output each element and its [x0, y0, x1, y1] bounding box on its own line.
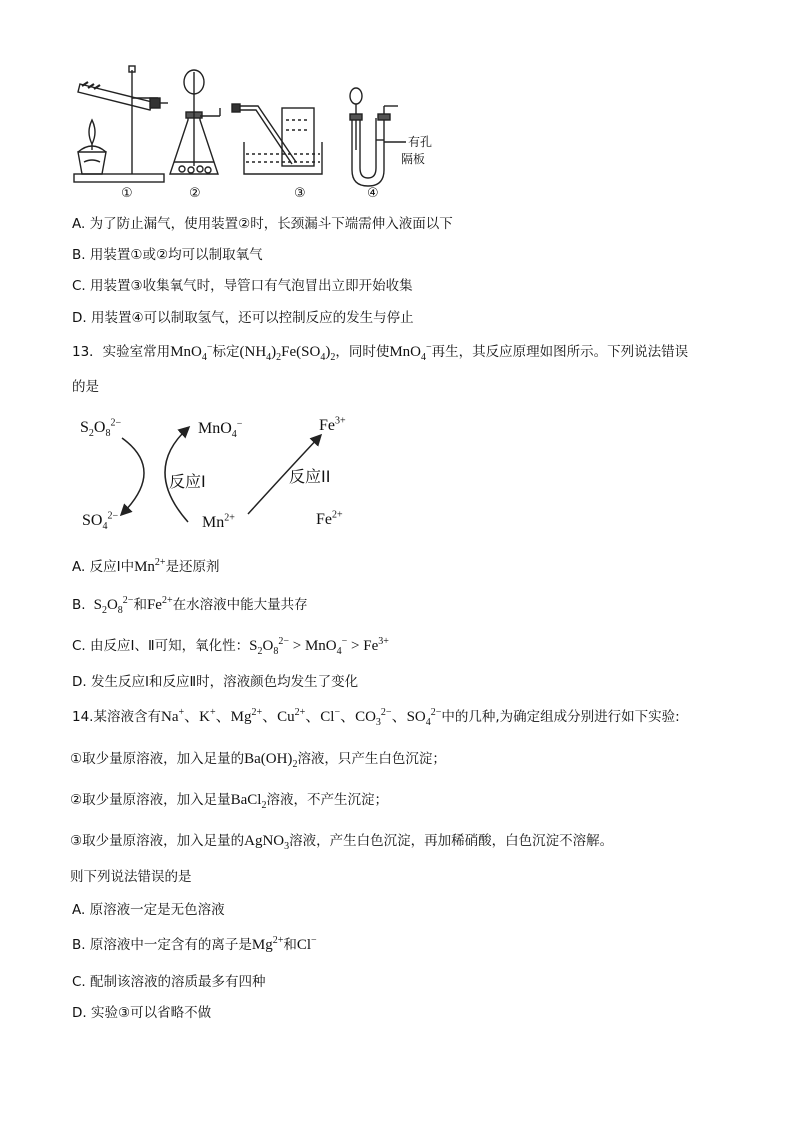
- q13-option-c: C. 由反应Ⅰ、Ⅱ可知，氧化性：$S_2O_8^{2-} > MnO_4^- > Fe^{3+}$: [72, 636, 389, 657]
- q12-option-c: C. 用装置③收集氧气时，导管口有气泡冒出立即开始收集: [72, 278, 413, 294]
- apparatus-label-1: ①: [121, 186, 133, 201]
- apparatus-label-3: ③: [294, 186, 306, 201]
- q14-option-a: A. 原溶液一定是无色溶液: [72, 902, 225, 918]
- porous-plate-note-line2: 隔板: [401, 152, 426, 166]
- reaction-1-label: 反应I: [169, 472, 206, 491]
- q12-option-d: D. 用装置④可以制取氢气，还可以控制反应的发生与停止: [72, 310, 414, 326]
- q14-option-c: C. 配制该溶液的溶质最多有四种: [72, 974, 266, 990]
- q13-option-a: A. 反应Ⅰ中$Mn^{2+}$是还原剂: [72, 557, 220, 575]
- q14-option-d: D. 实验③可以省略不做: [72, 1005, 212, 1021]
- q12-option-a: A. 为了防止漏气，使用装置②时，长颈漏斗下端需伸入液面以下: [72, 216, 453, 232]
- porous-plate-note-line1: 有孔: [408, 135, 433, 149]
- species-fe3: $Fe^{3+}$: [319, 415, 346, 434]
- species-sulfate: $SO_4^{2-}$: [82, 510, 119, 533]
- q13-stem-line2: 的是: [72, 379, 99, 395]
- formula-permanganate: MnO$_4$−: [389, 342, 432, 363]
- q14-experiment-3: ③取少量原溶液，加入足量的AgNO$_3$溶液，产生白色沉淀，再加稀硝酸，白色沉淀不溶解。: [70, 833, 614, 852]
- q14-question: 则下列说法错误的是: [70, 869, 192, 885]
- species-persulfate: $S_2O_8^{2-}$: [80, 417, 122, 440]
- q13-option-b: B. $S_2O_8^{2-}$和$Fe^{2+}$在水溶液中能大量共存: [72, 595, 308, 616]
- apparatus-label-4: ④: [367, 186, 379, 201]
- q12-option-b: B. 用装置①或②均可以制取氧气: [72, 247, 263, 263]
- q13-stem: 13．实验室常用MnO$_4$−标定$(NH_4)_2Fe(SO_4)_2$，同时使MnO$_4$−再生，其反应原理如图所示。下列说法错误: [72, 342, 689, 363]
- formula-ammonium-ferrous-sulfate: $(NH_4)_2Fe(SO_4)_2$: [239, 344, 336, 363]
- reaction-2-label: 反应II: [289, 467, 331, 486]
- formula-permanganate: MnO$_4$−: [170, 342, 213, 363]
- apparatus-label-2: ②: [189, 186, 201, 201]
- q14-experiment-1: ①取少量原溶液，加入足量的$Ba(OH)_2$溶液，只产生白色沉淀；: [70, 751, 446, 770]
- species-permanganate: MnO$_4$−: [198, 418, 243, 441]
- species-mn2: $Mn^{2+}$: [202, 512, 235, 531]
- q14-stem: 14.某溶液含有Na+、K+、$Mg^{2+}$、$Cu^{2+}$、Cl−、$CO_3^{2-}$、$SO_4^{2-}$中的几种,为确定组成分别进行如下实验:: [72, 707, 680, 728]
- q14-experiment-2: ②取少量原溶液，加入足量BaCl$_2$溶液，不产生沉淀；: [70, 792, 388, 811]
- species-fe2: $Fe^{2+}$: [316, 509, 343, 528]
- apparatus-figure: [60, 62, 440, 202]
- q14-option-b: B. 原溶液中一定含有的离子是$Mg^{2+}$和Cl−: [72, 935, 317, 953]
- q13-option-d: D. 发生反应Ⅰ和反应Ⅱ时，溶液颜色均发生了变化: [72, 674, 359, 690]
